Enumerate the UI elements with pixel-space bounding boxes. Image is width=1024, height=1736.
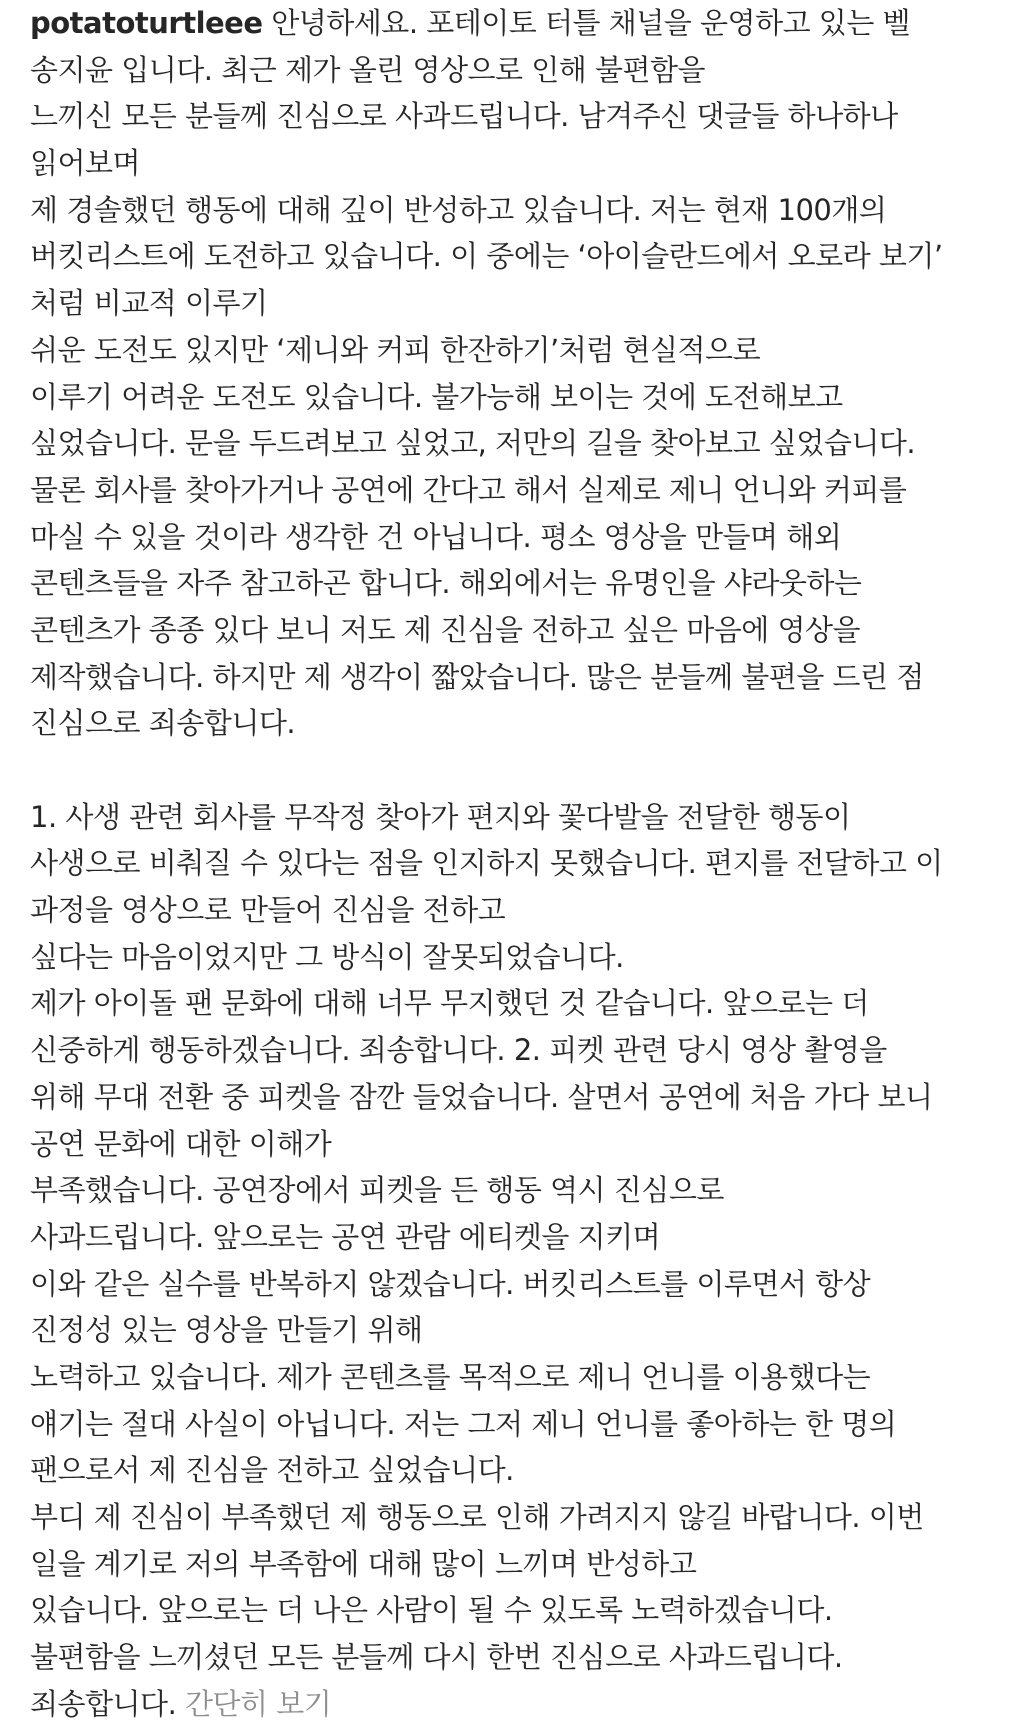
caption-line: 콘텐츠들을 자주 참고하곤 합니다. 해외에서는 유명인을 샤라웃하는 bbox=[30, 566, 862, 601]
caption-line: 제가 아이돌 팬 문화에 대해 너무 무지했던 것 같습니다. 앞으로는 더 bbox=[30, 986, 869, 1021]
caption-line: 사생으로 비춰질 수 있다는 점을 인지하지 못했습니다. 편지를 전달하고 이 bbox=[30, 846, 943, 881]
caption-last-line bbox=[30, 1681, 1020, 1728]
caption-line: 공연 문화에 대한 이해가 bbox=[30, 1126, 332, 1161]
caption-line: 불편함을 느끼셨던 모든 분들께 다시 한번 진심으로 사과드립니다. bbox=[30, 1640, 843, 1675]
caption-line: 느끼신 모든 분들께 진심으로 사과드립니다. 남겨주신 댓글들 하나하나 bbox=[30, 99, 898, 134]
caption-text: 안녕하세요. 포테이토 터틀 채널을 운영하고 있는 벨 bbox=[271, 6, 911, 40]
caption-line: 싶다는 마음이었지만 그 방식이 잘못되었습니다. bbox=[30, 939, 624, 974]
caption-line: 노력하고 있습니다. 제가 콘텐츠를 목적으로 제니 언니를 이용했다는 bbox=[30, 1359, 871, 1394]
caption-text: 죄송합니다. bbox=[30, 1686, 177, 1721]
caption-line: 읽어보며 bbox=[30, 146, 141, 181]
caption-line: 있습니다. 앞으로는 더 나은 사람이 될 수 있도록 노력하겠습니다. bbox=[30, 1593, 833, 1628]
caption-line: 이루기 어려운 도전도 있습니다. 불가능해 보이는 것에 도전해보고 bbox=[30, 379, 843, 414]
caption-line: 제작했습니다. 하지만 제 생각이 짧았습니다. 많은 분들께 불편을 드린 점 bbox=[30, 659, 924, 694]
paragraph-gap bbox=[30, 747, 1020, 794]
caption-line: 처럼 비교적 이루기 bbox=[30, 286, 268, 321]
post-caption bbox=[30, 0, 1020, 1727]
caption-line: 부디 제 진심이 부족했던 제 행동으로 인해 가려지지 않길 바랍니다. 이번 bbox=[30, 1500, 924, 1534]
caption-line: 물론 회사를 찾아가거나 공연에 간다고 해서 실제로 제니 언니와 커피를 bbox=[30, 472, 907, 507]
caption-first-line bbox=[30, 0, 1020, 47]
caption-line: 진심으로 죄송합니다. bbox=[30, 706, 296, 741]
username-link[interactable]: potatoturtleee bbox=[30, 6, 263, 40]
caption-line: 과정을 영상으로 만들어 진심을 전하고 bbox=[30, 893, 506, 928]
caption-line: 이와 같은 실수를 반복하지 않겠습니다. 버킷리스트를 이루면서 항상 bbox=[30, 1266, 871, 1301]
caption-line: 쉬운 도전도 있지만 ‘제니와 커피 한잔하기’처럼 현실적으로 bbox=[30, 332, 761, 367]
see-less-link[interactable]: 간단히 보기 bbox=[185, 1686, 332, 1721]
caption-line: 버킷리스트에 도전하고 있습니다. 이 중에는 ‘아이슬란드에서 오로라 보기’ bbox=[30, 239, 943, 274]
caption-line: 제 경솔했던 행동에 대해 깊이 반성하고 있습니다. 저는 현재 100개의 bbox=[30, 192, 887, 227]
caption-line: 싶었습니다. 문을 두드려보고 싶었고, 저만의 길을 찾아보고 싶었습니다. bbox=[30, 426, 916, 461]
caption-line: 얘기는 절대 사실이 아닙니다. 저는 그저 제니 언니를 좋아하는 한 명의 bbox=[30, 1406, 897, 1441]
caption-line: 신중하게 행동하겠습니다. 죄송합니다. 2. 피켓 관련 당시 영상 촬영을 bbox=[30, 1033, 887, 1068]
caption-line: 1. 사생 관련 회사를 무작정 찾아가 편지와 꽃다발을 전달한 행동이 bbox=[30, 799, 851, 834]
caption-line: 송지윤 입니다. 최근 제가 올린 영상으로 인해 불편함을 bbox=[30, 52, 706, 87]
caption-line: 팬으로서 제 진심을 전하고 싶었습니다. bbox=[30, 1453, 514, 1488]
caption-line: 일을 계기로 저의 부족함에 대해 많이 느끼며 반성하고 bbox=[30, 1546, 697, 1581]
caption-line: 마실 수 있을 것이라 생각한 건 아닙니다. 평소 영상을 만들며 해외 bbox=[30, 519, 842, 554]
caption-line: 부족했습니다. 공연장에서 피켓을 든 행동 역시 진심으로 bbox=[30, 1173, 724, 1208]
caption-line: 사과드립니다. 앞으로는 공연 관람 에티켓을 지키며 bbox=[30, 1219, 661, 1254]
caption-line: 위해 무대 전환 중 피켓을 잠깐 들었습니다. 살면서 공연에 처음 가다 보니 bbox=[30, 1079, 933, 1114]
caption-line: 진정성 있는 영상을 만들기 위해 bbox=[30, 1313, 423, 1348]
caption-line: 콘텐츠가 종종 있다 보니 저도 제 진심을 전하고 싶은 마음에 영상을 bbox=[30, 612, 861, 647]
